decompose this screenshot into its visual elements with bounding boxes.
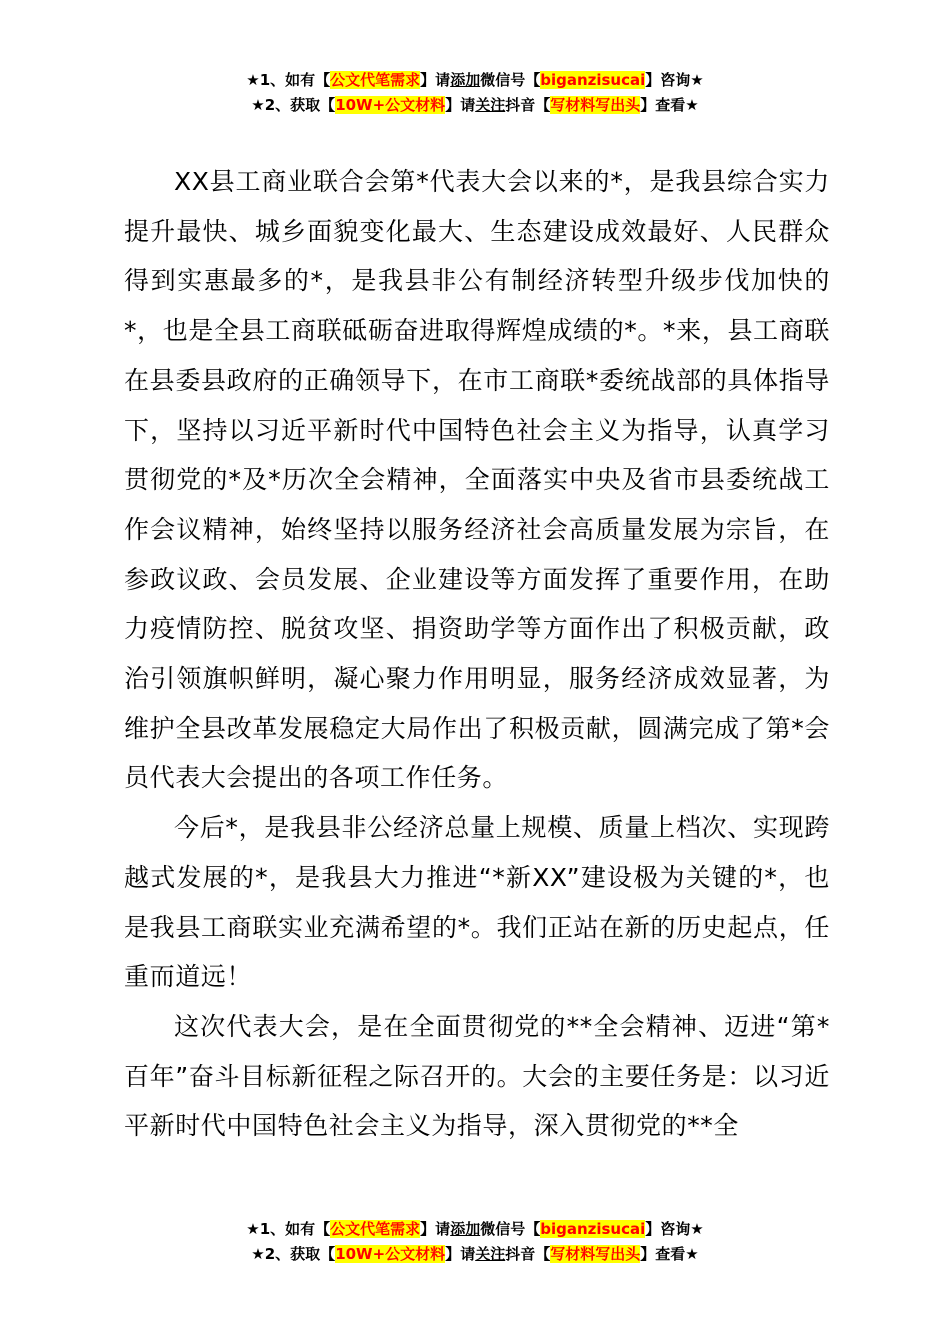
highlight-service: 公文代笔需求 <box>330 71 421 89</box>
banner-line-2: ★2、获取【10W+公文材料】请关注抖音【写材料写出头】查看★ <box>251 96 699 114</box>
paragraph-2: 今后*，是我县非公经济总量上规模、质量上档次、实现跨越式发展的*，是我县大力推进“*新XX”建设极为关键的*，也是我县工商联实业充满希望的*。我们正站在新的历史起点，任重而道远！ <box>124 813 830 992</box>
highlight-wechat-id: biganzisucai <box>540 1220 646 1238</box>
highlight-wechat-id: biganzisucai <box>540 71 646 89</box>
highlight-douyin: 写材料写出头 <box>550 1245 641 1263</box>
footer-banner <box>0 1217 950 1267</box>
highlight-materials: 10W+公文材料 <box>335 1245 446 1263</box>
highlight-service: 公文代笔需求 <box>330 1220 421 1238</box>
header-banner <box>0 68 950 118</box>
paragraph-1: XX县工商业联合会第*代表大会以来的*，是我县综合实力提升最快、城乡面貌变化最大、生态建设成效最好、人民群众得到实惠最多的*，是我县非公有制经济转型升级步伐加快的*，也是全县工商联砥砺奋进取得辉煌成绩的*。*来，县工商联在县委县政府的正确领导下，在市工商联*委统战部的具体指导下，坚持以习近平新时代中国特色社会主义为指导，认真学习贯彻党的*及*历次全会精神，全面落实中央及省市县委统战工作会议精神，始终坚持以服务经济社会高质量发展为宗旨，在参政议政、会员发展、企业建设等方面发挥了重要作用，在助力疫情防控、脱贫攻坚、捐资助学等方面作出了积极贡献，政治引领旗帜鲜明，凝心聚力作用明显，服务经济成效显著，为维护全县改革发展稳定大局作出了积极贡献，圆满完成了第*会员代表大会提出的各项工作任务。 <box>124 167 830 793</box>
banner-line-1: ★1、如有【公文代笔需求】请添加微信号【biganzisucai】咨询★ <box>246 71 704 89</box>
document-body <box>124 157 830 1151</box>
highlight-materials: 10W+公文材料 <box>335 96 446 114</box>
banner-line-2: ★2、获取【10W+公文材料】请关注抖音【写材料写出头】查看★ <box>251 1245 699 1263</box>
banner-line-1: ★1、如有【公文代笔需求】请添加微信号【biganzisucai】咨询★ <box>246 1220 704 1238</box>
highlight-douyin: 写材料写出头 <box>550 96 641 114</box>
paragraph-3: 这次代表大会，是在全面贯彻党的**全会精神、迈进“第*百年”奋斗目标新征程之际召开的。大会的主要任务是：以习近平新时代中国特色社会主义为指导，深入贯彻党的**全 <box>124 1011 830 1141</box>
